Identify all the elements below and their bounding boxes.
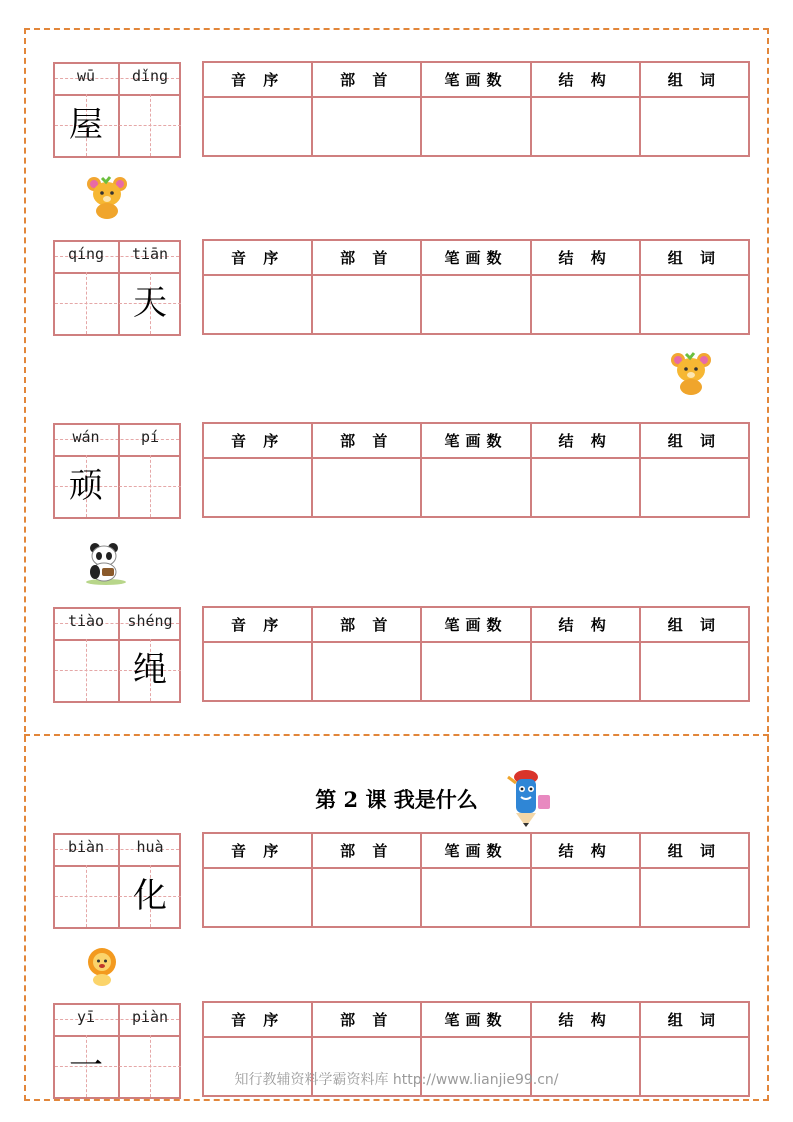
answer-cell[interactable]: [640, 868, 749, 927]
char-grid-4: [53, 607, 181, 703]
header-bihuashu: 笔画数: [421, 1002, 530, 1037]
answer-cell[interactable]: [203, 458, 312, 517]
panda-sticker-icon: [82, 540, 128, 586]
header-yinxu: 音 序: [203, 423, 312, 458]
footer-watermark: 知行教辅资料学霸资料库 http://www.lianjie99.cn/: [234, 1072, 559, 1088]
pinyin-syllable: piàn: [131, 1008, 169, 1026]
answer-cell[interactable]: [421, 458, 530, 517]
answer-cell[interactable]: [203, 275, 312, 334]
answer-cell[interactable]: [312, 458, 421, 517]
char-grid-5: [53, 833, 181, 929]
header-bushou: 部 首: [312, 833, 421, 868]
header-bushou: 部 首: [312, 423, 421, 458]
answer-cell[interactable]: [640, 642, 749, 701]
pinyin-syllable: dǐng: [131, 67, 169, 85]
pinyin-syllable: wán: [72, 428, 100, 446]
header-bushou: 部 首: [312, 607, 421, 642]
answer-cell[interactable]: [640, 458, 749, 517]
header-bushou: 部 首: [312, 62, 421, 97]
char-info-table-2: [202, 239, 750, 335]
header-bihuashu: 笔画数: [421, 607, 530, 642]
pinyin-syllable: tiān: [131, 245, 169, 263]
header-yinxu: 音 序: [203, 240, 312, 275]
answer-cell[interactable]: [640, 97, 749, 156]
header-jiegou: 结 构: [531, 607, 640, 642]
pinyin-syllable: pí: [140, 428, 160, 446]
hanzi-character: 一: [69, 1046, 103, 1086]
hanzi-character: 绳: [133, 650, 167, 690]
char-info-table-3: [202, 422, 750, 518]
header-jiegou: 结 构: [531, 62, 640, 97]
hanzi-character: 顽: [69, 466, 103, 506]
hanzi-character: 化: [133, 876, 167, 916]
char-grid-2: [53, 240, 181, 336]
header-zuci: 组 词: [640, 833, 749, 868]
header-yinxu: 音 序: [203, 1002, 312, 1037]
header-zuci: 组 词: [640, 423, 749, 458]
bear-sticker-icon: [86, 174, 130, 220]
pinyin-syllable: huà: [136, 838, 164, 856]
pencil-mascot-icon: [500, 767, 556, 829]
answer-cell[interactable]: [312, 642, 421, 701]
pinyin-syllable: tiào: [67, 612, 105, 630]
answer-cell[interactable]: [531, 868, 640, 927]
header-bushou: 部 首: [312, 1002, 421, 1037]
answer-cell[interactable]: [421, 275, 530, 334]
answer-cell[interactable]: [421, 868, 530, 927]
answer-cell[interactable]: [531, 458, 640, 517]
answer-cell[interactable]: [312, 275, 421, 334]
header-yinxu: 音 序: [203, 62, 312, 97]
section-divider: [24, 734, 769, 736]
char-grid-1: [53, 62, 181, 158]
answer-cell[interactable]: [421, 97, 530, 156]
pinyin-syllable: shéng: [127, 612, 173, 630]
header-jiegou: 结 构: [531, 423, 640, 458]
bear-sticker-icon: [670, 350, 714, 396]
pinyin-syllable: qíng: [67, 245, 105, 263]
header-yinxu: 音 序: [203, 607, 312, 642]
header-bushou: 部 首: [312, 240, 421, 275]
pinyin-syllable: yī: [76, 1008, 96, 1026]
answer-cell[interactable]: [312, 868, 421, 927]
header-yinxu: 音 序: [203, 833, 312, 868]
header-jiegou: 结 构: [531, 1002, 640, 1037]
answer-cell[interactable]: [421, 642, 530, 701]
header-bihuashu: 笔画数: [421, 240, 530, 275]
header-zuci: 组 词: [640, 240, 749, 275]
header-bihuashu: 笔画数: [421, 833, 530, 868]
lesson-title: 第 2 课 我是什么: [315, 787, 478, 812]
header-zuci: 组 词: [640, 1002, 749, 1037]
answer-cell[interactable]: [640, 275, 749, 334]
page-border: [24, 28, 769, 1101]
header-bihuashu: 笔画数: [421, 423, 530, 458]
answer-cell[interactable]: [203, 642, 312, 701]
char-info-table-4: [202, 606, 750, 702]
lion-sticker-icon: [85, 947, 119, 987]
header-jiegou: 结 构: [531, 833, 640, 868]
answer-cell[interactable]: [203, 868, 312, 927]
answer-cell[interactable]: [531, 642, 640, 701]
answer-cell[interactable]: [203, 97, 312, 156]
pinyin-syllable: biàn: [67, 838, 105, 856]
pinyin-syllable: wū: [76, 67, 96, 85]
char-info-table-1: [202, 61, 750, 157]
header-jiegou: 结 构: [531, 240, 640, 275]
hanzi-character: 天: [133, 283, 167, 323]
answer-cell[interactable]: [531, 275, 640, 334]
char-info-table-5: [202, 832, 750, 928]
char-grid-3: [53, 423, 181, 519]
answer-cell[interactable]: [312, 97, 421, 156]
answer-cell[interactable]: [531, 97, 640, 156]
header-bihuashu: 笔画数: [421, 62, 530, 97]
header-zuci: 组 词: [640, 62, 749, 97]
hanzi-character: 屋: [69, 105, 103, 145]
header-zuci: 组 词: [640, 607, 749, 642]
